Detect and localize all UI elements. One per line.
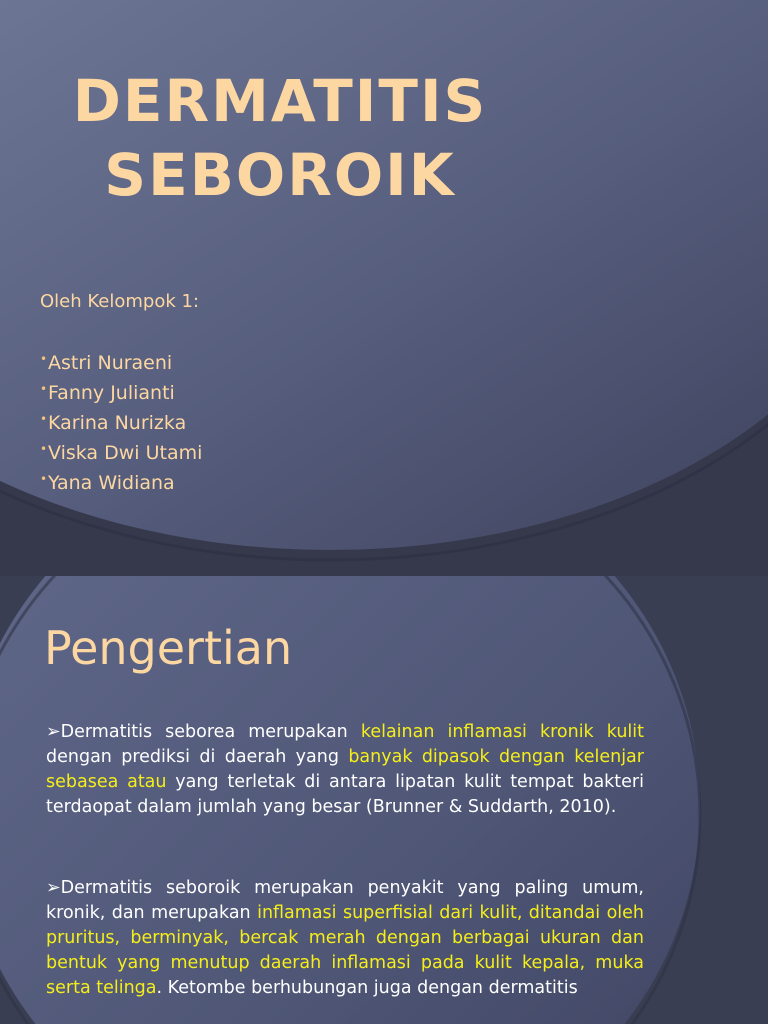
title-line-1: DERMATITIS: [72, 67, 488, 135]
bullet-icon: •: [40, 382, 48, 396]
definition-paragraph-2: ➢Dermatitis seboroik merupakan penyakit yang paling umum, kronik, dan merupakan inflamasi superfisial dari kulit, ditandai oleh pruritus, berminyak, bercak merah dengan berbagai ukuran dan bentuk yang menutup daerah inflamasi pada kulit kepala, muka serta telinga. Ketombe berhubungan juga dengan dermatitis: [46, 878, 644, 998]
bullet-icon: •: [40, 412, 48, 426]
list-item: • Astri Nuraeni: [40, 348, 202, 378]
bullet-icon: •: [40, 352, 48, 366]
definition-paragraph-1: ➢Dermatitis seborea merupakan kelainan inflamasi kronik kulit dengan prediksi di daerah yang banyak dipasok dengan kelenjar sebasea atau yang terletak di antara lipatan kulit tempat bakteri terdaopat dalam jumlah yang besar (Brunner & Suddarth, 2010).: [46, 722, 644, 817]
title-line-2: SEBOROIK: [104, 141, 456, 209]
highlight-text: kelainan inflamasi kronik kulit: [360, 722, 644, 742]
bullet-icon: •: [40, 442, 48, 456]
arrow-bullet-icon: ➢: [46, 878, 61, 898]
list-item: • Yana Widiana: [40, 468, 202, 498]
arrow-bullet-icon: ➢: [46, 722, 61, 742]
list-item: • Karina Nurizka: [40, 408, 202, 438]
highlight-text: inflamasi superfisial dari kulit, ditandai oleh pruritus, berminyak, bercak merah dengan berbagai ukuran dan bentuk yang menutup daerah inflamasi pada kulit kepala, muka serta telinga: [46, 903, 644, 998]
member-list: [40, 348, 202, 498]
group-label: Oleh Kelompok 1:: [40, 291, 200, 312]
slide-title: [0, 64, 560, 212]
list-item: • Viska Dwi Utami: [40, 438, 202, 468]
highlight-text: banyak dipasok dengan kelenjar sebasea atau: [46, 747, 644, 792]
section-title: Pengertian: [44, 621, 293, 675]
bullet-icon: •: [40, 472, 48, 486]
list-item: • Fanny Julianti: [40, 378, 202, 408]
